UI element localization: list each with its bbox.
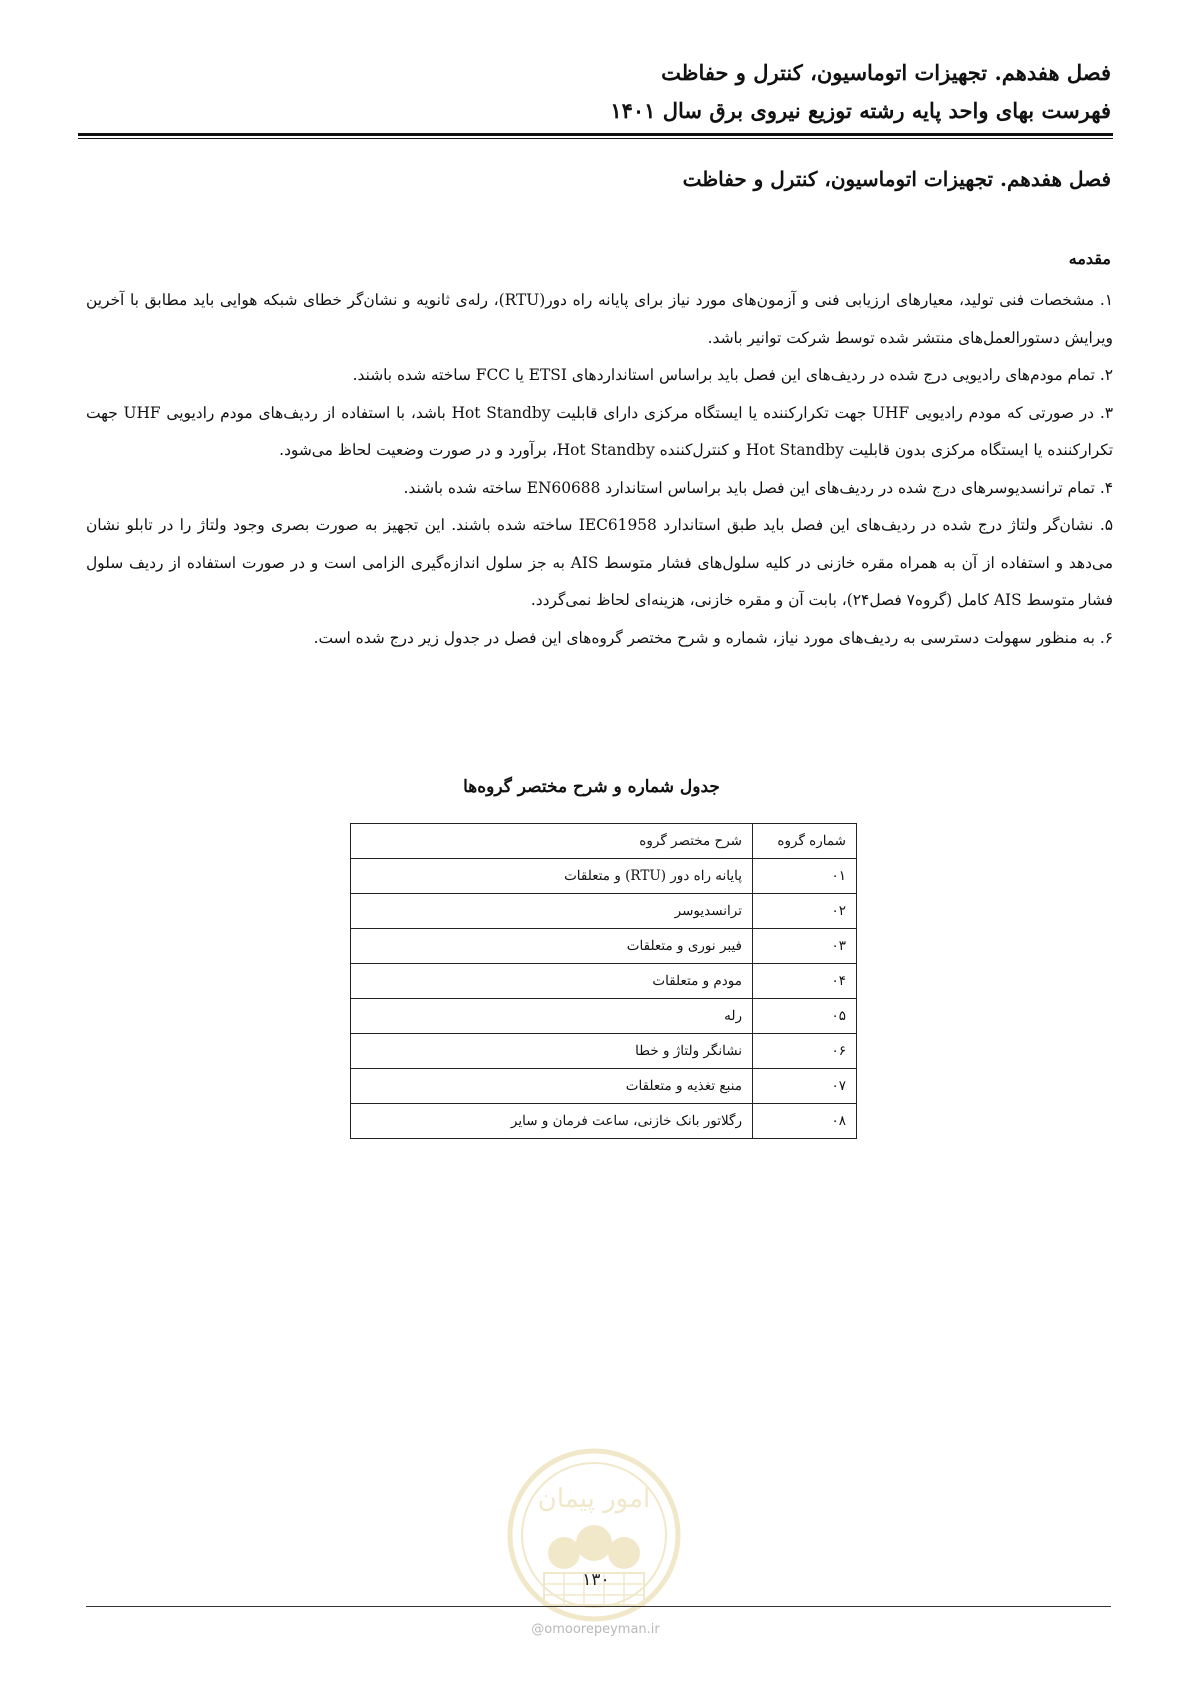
intro-item: ۶. به منظور سهولت دسترسی به ردیف‌های مورد نیاز، شماره و شرح مختصر گروه‌های این فصل در جدول زیر درج شده است.	[313, 628, 1113, 647]
group-code-cell: ۰۷	[753, 1069, 857, 1104]
intro-item: ۴. تمام ترانسدیوسرهای درج شده در ردیف‌های این فصل باید براساس استاندارد EN60688 ساخته شده باشند.	[403, 478, 1113, 497]
header-rule-thick	[78, 133, 1113, 136]
table-row	[351, 929, 857, 964]
group-code-cell: ۰۴	[753, 964, 857, 999]
table-row	[351, 964, 857, 999]
table-row	[351, 1069, 857, 1104]
table-row	[351, 1104, 857, 1139]
group-code-cell: ۰۲	[753, 894, 857, 929]
table-row	[351, 859, 857, 894]
group-description-cell: رله	[351, 999, 753, 1034]
site-credit: @omoorepeyman.ir	[531, 1622, 660, 1637]
group-description-cell: نشانگر ولتاژ و خطا	[351, 1034, 753, 1069]
page-number: ۱۳۰	[582, 1570, 610, 1590]
group-code-cell: ۰۵	[753, 999, 857, 1034]
intro-list	[86, 282, 1113, 657]
watermark-logo	[504, 1445, 684, 1625]
table-header-row	[351, 824, 857, 859]
group-description-cell: رگلاتور بانک خازنی، ساعت فرمان و سایر	[351, 1104, 753, 1139]
column-header-code: شماره گروه	[753, 824, 857, 859]
table-row	[351, 999, 857, 1034]
intro-item: ۳. در صورتی که مودم رادیویی UHF جهت تکرارکننده یا ایستگاه مرکزی دارای قابلیت Hot Standby باشد، با استفاده از ردیف‌های مودم رادیویی UHF جهت تکرارکننده یا ایستگاه مرکزی بدون قابلیت Hot Standby و کنترل‌کننده Hot Standby، برآورد و در صورت وضعیت لحاظ می‌شود.	[86, 403, 1113, 459]
table-title: جدول شماره و شرح مختصر گروه‌ها	[463, 777, 720, 797]
intro-item: ۱. مشخصات فنی تولید، معیارهای ارزیابی فنی و آزمون‌های مورد نیاز برای پایانه راه دور(RTU)، رله‌ی ثانویه و نشان‌گر خطای شبکه هوایی باید مطابق با آخرین ویرایش دستورالعمل‌های منتشر شده توسط شرکت توانیر باشد.	[86, 291, 1114, 347]
groups-table	[350, 823, 857, 1139]
group-description-cell: فیبر نوری و متعلقات	[351, 929, 753, 964]
header-rule-thin	[78, 138, 1113, 139]
group-description-cell: منبع تغذیه و متعلقات	[351, 1069, 753, 1104]
group-code-cell: ۰۳	[753, 929, 857, 964]
group-description-cell: مودم و متعلقات	[351, 964, 753, 999]
group-description-cell: ترانسدیوسر	[351, 894, 753, 929]
group-code-cell: ۰۶	[753, 1034, 857, 1069]
chapter-title: فصل هفدهم. تجهیزات اتوماسیون، کنترل و حفاظت	[682, 167, 1111, 191]
table-row	[351, 1034, 857, 1069]
running-header-chapter: فصل هفدهم. تجهیزات اتوماسیون، کنترل و حفاظت	[661, 60, 1111, 85]
column-header-description: شرح مختصر گروه	[351, 824, 753, 859]
group-code-cell: ۰۱	[753, 859, 857, 894]
group-description-cell: پایانه راه دور (RTU) و متعلقات	[351, 859, 753, 894]
intro-item: ۵. نشان‌گر ولتاژ درج شده در ردیف‌های این فصل باید طبق استاندارد IEC61958 ساخته شده باشند. این تجهیز به صورت بصری وجود ولتاژ را در تابلو نشان می‌دهد و استفاده از آن به همراه مقره خازنی در کلیه سلول‌های فشار متوسط AIS به جز سلول اندازه‌گیری الزامی است و در صورت استفاده از ردیف سلول فشار متوسط AIS کامل (گروه۷ فصل۲۴)، بابت آن و مقره خازنی، هزینه‌ای لحاظ نمی‌گردد.	[86, 516, 1113, 609]
running-header-catalog: فهرست بهای واحد پایه رشته توزیع نیروی برق سال ۱۴۰۱	[610, 98, 1111, 123]
intro-item: ۲. تمام مودم‌های رادیویی درج شده در ردیف‌های این فصل باید براساس استانداردهای ETSI یا FCC ساخته شده باشند.	[352, 366, 1113, 384]
table-row	[351, 894, 857, 929]
footer-rule	[86, 1606, 1111, 1607]
group-code-cell: ۰۸	[753, 1104, 857, 1139]
intro-heading: مقدمه	[1068, 249, 1111, 268]
watermark-text: امور پیمان	[537, 1484, 651, 1514]
